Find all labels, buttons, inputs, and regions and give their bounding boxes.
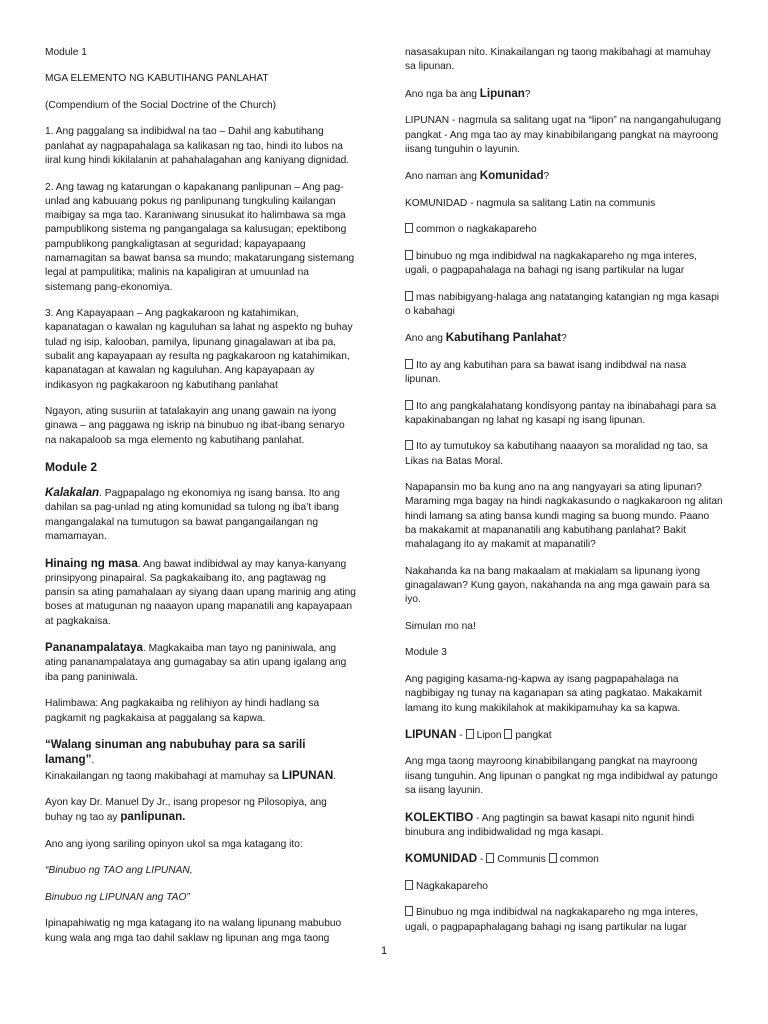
opinion-paragraph: Ano ang iyong sariling opinyon ukol sa mga katagang ito: — [45, 838, 303, 850]
missing-glyph-icon — [405, 880, 413, 890]
kp-item-3 — [405, 440, 723, 469]
question-kabutihang-panlahat — [405, 331, 723, 346]
komunidad-item-2-text: binubuo ng mga indibidwal na nagkakapareho ng mga interes, ugali, o pagpapahalaga na bahagi ng isang partikular na lugar — [405, 250, 697, 277]
continued-paragraph: nasasakupan nito. Kinakailangan ng taong makibahagi at mamuhay sa lipunan. — [405, 47, 711, 73]
pananampalataya-term: Pananampalataya — [45, 641, 143, 655]
lipunan-dash: - — [456, 729, 466, 741]
kolektibo-text: - Ang pagtingin sa bawat kasapi nito ngunit hindi binubura ang indibidwalidad ng mga kasapi. — [405, 812, 695, 838]
ayon-paragraph — [45, 796, 357, 826]
quote-term: “Walang sinuman ang nabubuhay para sa sarili lamang” — [45, 738, 306, 767]
ipinapahiwatig-paragraph: Ipinapahiwatig ng mga katagang ito na walang lipunang mabubuo kung wala ang mga tao dahil saklaw ng lipunan ang mga taong — [45, 918, 342, 944]
hinaing-paragraph — [45, 557, 357, 629]
binubuo-text: Binubuo ng mga indibidwal na nagkakapareho ng mga interes, ugali, o pagpapaphalagang bahagi ng isang partikular na lugar — [405, 907, 699, 933]
question-komunidad-post: ? — [543, 171, 550, 183]
module-2-heading: Module 2 — [45, 460, 98, 475]
document-title: MGA ELEMENTO NG KABUTIHANG PANLAHAT — [45, 73, 269, 85]
element-1-paragraph: 1. Ang paggalang sa indibidwal na tao – Dahil ang kabutihang panlahat ay nagpapahalaga sa kalikasan ng tao, hindi ito lubos na iiral kung hindi kikilalanin at pahahalagahan ang kaniyang dignidad. — [45, 126, 350, 167]
kp-item-2-text: Ito ang pangkalahatang kondisyong pantay na ibinabahagi para sa kapakinabangan ng lahat ng kasapi ng isang lipunan. — [405, 400, 717, 426]
missing-glyph-icon — [549, 853, 557, 863]
element-2-paragraph: 2. Ang tawag ng katarungan o kapakanang panlipunan – Ang pag-unlad ang kabuuang pokus ng panlipunang tungkuling kailangan maibigay sa mga tao. Karaniwang sinusukat ito halimbawa sa mga pampublikong sistema ng pangangalaga sa kalusugan; epektibong pampublikong pangkaligtasan at seguridad; kapayapaang namamagitan sa bawat bansa sa mundo; makatarungang sistemang legal at pampulitika; malinis na kapaligiran at umuunlad na sistemang pang-ekonomiya. — [45, 181, 355, 293]
komunidad-keyword: KOMUNIDAD — [405, 852, 478, 866]
document-subtitle: (Compendium of the Social Doctrine of the Church) — [45, 99, 277, 111]
kp-item-1-text: Ito ay ang kabutihan para sa bawat isang indibdwal na nasa lipunan. — [405, 359, 687, 386]
question-lipunan-post: ? — [524, 88, 531, 100]
italic-quote-line-1: “Binubuo ng TAO ang LIPUNAN, — [45, 865, 193, 877]
module-1-label: Module 1 — [45, 47, 87, 58]
italic-quote-line-2: Binubuo ng LIPUNAN ang TAO” — [45, 891, 190, 903]
page-number: 1 — [380, 945, 388, 957]
nagkakapareho-text: Nagkakapareho — [416, 880, 488, 892]
question-komunidad — [405, 169, 723, 184]
missing-glyph-icon — [405, 906, 413, 916]
pananampalataya-text: . Magkakaiba man tayo ng paniniwala, ang ating pananampalataya ang gumagabay sa atin upang igalang ang iba pang paniniwala. — [45, 643, 347, 683]
simulan-paragraph: Simulan mo na! — [405, 620, 476, 632]
question-kp-keyword: Kabutihang Panlahat — [445, 331, 562, 345]
missing-glyph-icon — [405, 359, 413, 369]
komunidad-item-2 — [405, 250, 723, 279]
missing-glyph-icon — [405, 223, 413, 233]
komunidad-common: common — [559, 854, 599, 866]
ayon-text: Ayon kay Dr. Manuel Dy Jr., isang propesor ng Pilosopiya, ang buhay ng tao ay — [45, 797, 327, 824]
element-3-paragraph: 3. Ang Kapayapaan – Ang pagkakaroon ng katahimikan, kapanatagan o kawalan ng kaguluhan sa lahat ng aspekto ng buhay tulad ng isip, kalooban, pamilya, lipunang ginagalawan at iba pa, subalit ang kapayapaan ay resulta ng pagkakaroon ng katahimikan, kapanatagan at kawalan ng kaguluhan. Ang kapayapaan ay indikasyon ng pagkakaroon ng kabutihang panlahat — [45, 308, 353, 391]
question-kp-post: ? — [561, 333, 567, 345]
komunidad-item-3-text: mas nabibigyang-halaga ang natatanging katangian ng mga kasapi o kabahagi — [405, 291, 720, 317]
missing-glyph-icon — [405, 400, 413, 410]
napapansin-paragraph: Napapansin mo ba kung ano na ang nangyayari sa ating lipunan? Maraming mga bagay na hindi nagkakasundo o nagkakaroon ng alitan hindi lamang sa ating bansa kundi maging sa buong mundo. Paano ba makakamit at mapananatili ang kabutihang panlahat? Bakit mahalagang ito ay makamit at mapanatili? — [405, 482, 723, 551]
lipunan-keyword: LIPUNAN — [405, 727, 457, 741]
lipunan-description: Ang mga taong mayroong kinabibilangang pangkat na mayroong iisang tunguhin. Ang lipunan o pangkat ng mga indibidwal ay patungo sa iisang layunin. — [405, 756, 718, 797]
kolektibo-keyword: KOLEKTIBO — [405, 810, 474, 824]
lipunan-pangkat: pangkat — [515, 729, 552, 741]
hinaing-text: . Ang bawat indibidwal ay may kanya-kanyang prinsipyong pinapairal. Sa pagkakaibang ito, ang pagtawag ng pansin sa ating pamahalaan ay siyang daan upang marinig ang ating boses at matugunan ng naaayon upang mapanatili ang kapayapaan at pagkakaisa. — [45, 558, 356, 627]
kolektibo-line — [405, 811, 723, 841]
lipunan-lipon: Lipon — [476, 729, 505, 741]
nakahanda-paragraph: Nakahanda ka na bang makaalam at makialam sa lipunang iyong ginagalawan? Kung gayon, nakahanda na ang mga gawain para sa iyo. — [405, 565, 710, 606]
komunidad-communis: Communis — [497, 854, 549, 866]
binubuo-item — [405, 906, 723, 935]
kp-item-3-text: Ito ay tumutukoy sa kabutihang naaayon sa moralidad ng tao, sa Likas na Batas Moral. — [405, 441, 708, 467]
kp-item-1 — [405, 359, 723, 388]
missing-glyph-icon — [486, 853, 494, 863]
komunidad-item-1-text: common o nagkakapareho — [416, 224, 537, 236]
lipunan-line — [405, 728, 723, 743]
question-kp-pre: Ano ang — [405, 333, 446, 345]
missing-glyph-icon — [405, 440, 413, 450]
missing-glyph-icon — [405, 250, 413, 260]
kalakalan-term: Kalakalan — [45, 486, 100, 500]
right-column — [405, 46, 723, 947]
missing-glyph-icon — [466, 729, 474, 739]
question-lipunan-pre: Ano nga ba ang — [405, 88, 480, 100]
komunidad-item-3 — [405, 291, 723, 320]
komunidad-line — [405, 852, 723, 867]
quote-keyword: LIPUNAN — [281, 768, 334, 782]
pagiging-paragraph: Ang pagiging kasama-ng-kapwa ay isang pagpapahalaga na nagbibigay ng tunay na kaganapan sa ating pagkatao. Makakamit lamang ito kung makikilahok at makikipamuhay ka sa kapwa. — [405, 673, 702, 714]
ayon-keyword: panlipunan. — [120, 810, 186, 824]
ngayon-paragraph: Ngayon, ating susuriin at tatalakayin ang unang gawain na iyong ginawa – ang paggawa ng iskrip na binubuo ng ibat-ibang senaryo na nakapaloob sa mga elemento ng kabutihang panlahat. — [45, 406, 345, 446]
pananampalataya-paragraph — [45, 641, 357, 685]
kalakalan-text: . Pagpapalago ng ekonomiya ng isang bansa. Ito ang dahilan sa pag-unlad ng ating komunidad sa tulong ng iba’t ibang mangangalakal na tumutugon sa bawat pangangailangan ng mamamayan. — [45, 488, 340, 543]
question-komunidad-keyword: Komunidad — [479, 169, 544, 183]
quote-dot: . — [91, 755, 95, 767]
kalakalan-paragraph — [45, 486, 357, 544]
komunidad-dash: - — [477, 854, 487, 866]
quote-text: Kinakailangan ng taong makibahagi at mamuhay sa — [45, 770, 282, 782]
kp-item-2 — [405, 400, 723, 429]
nagkakapareho-item — [405, 880, 723, 894]
komunidad-item-1 — [405, 223, 723, 237]
missing-glyph-icon — [405, 291, 413, 301]
module-3-label: Module 3 — [405, 647, 447, 659]
lipunan-definition: LIPUNAN - nagmula sa salitang ugat na “lipon” na nangangahulugang pangkat - Ang mga tao ay may kinabibilangang pangkat na mayroong iisang tunguhin o layunin. — [405, 115, 722, 155]
hinaing-term: Hinaing ng masa — [45, 556, 138, 570]
question-komunidad-pre: Ano naman ang — [405, 171, 480, 183]
quote-paragraph — [45, 738, 357, 784]
komunidad-definition: KOMUNIDAD - nagmula sa salitang Latin na communis — [405, 197, 656, 209]
question-lipunan — [405, 87, 723, 102]
left-column — [45, 46, 357, 958]
question-lipunan-keyword: Lipunan — [479, 86, 525, 100]
halimbawa-paragraph: Halimbawa: Ang pagkakaiba ng relihiyon ay hindi hadlang sa pagkamit ng pagkakaisa at paggalang sa kapwa. — [45, 698, 320, 724]
quote-end: . — [333, 770, 337, 782]
missing-glyph-icon — [504, 729, 512, 739]
